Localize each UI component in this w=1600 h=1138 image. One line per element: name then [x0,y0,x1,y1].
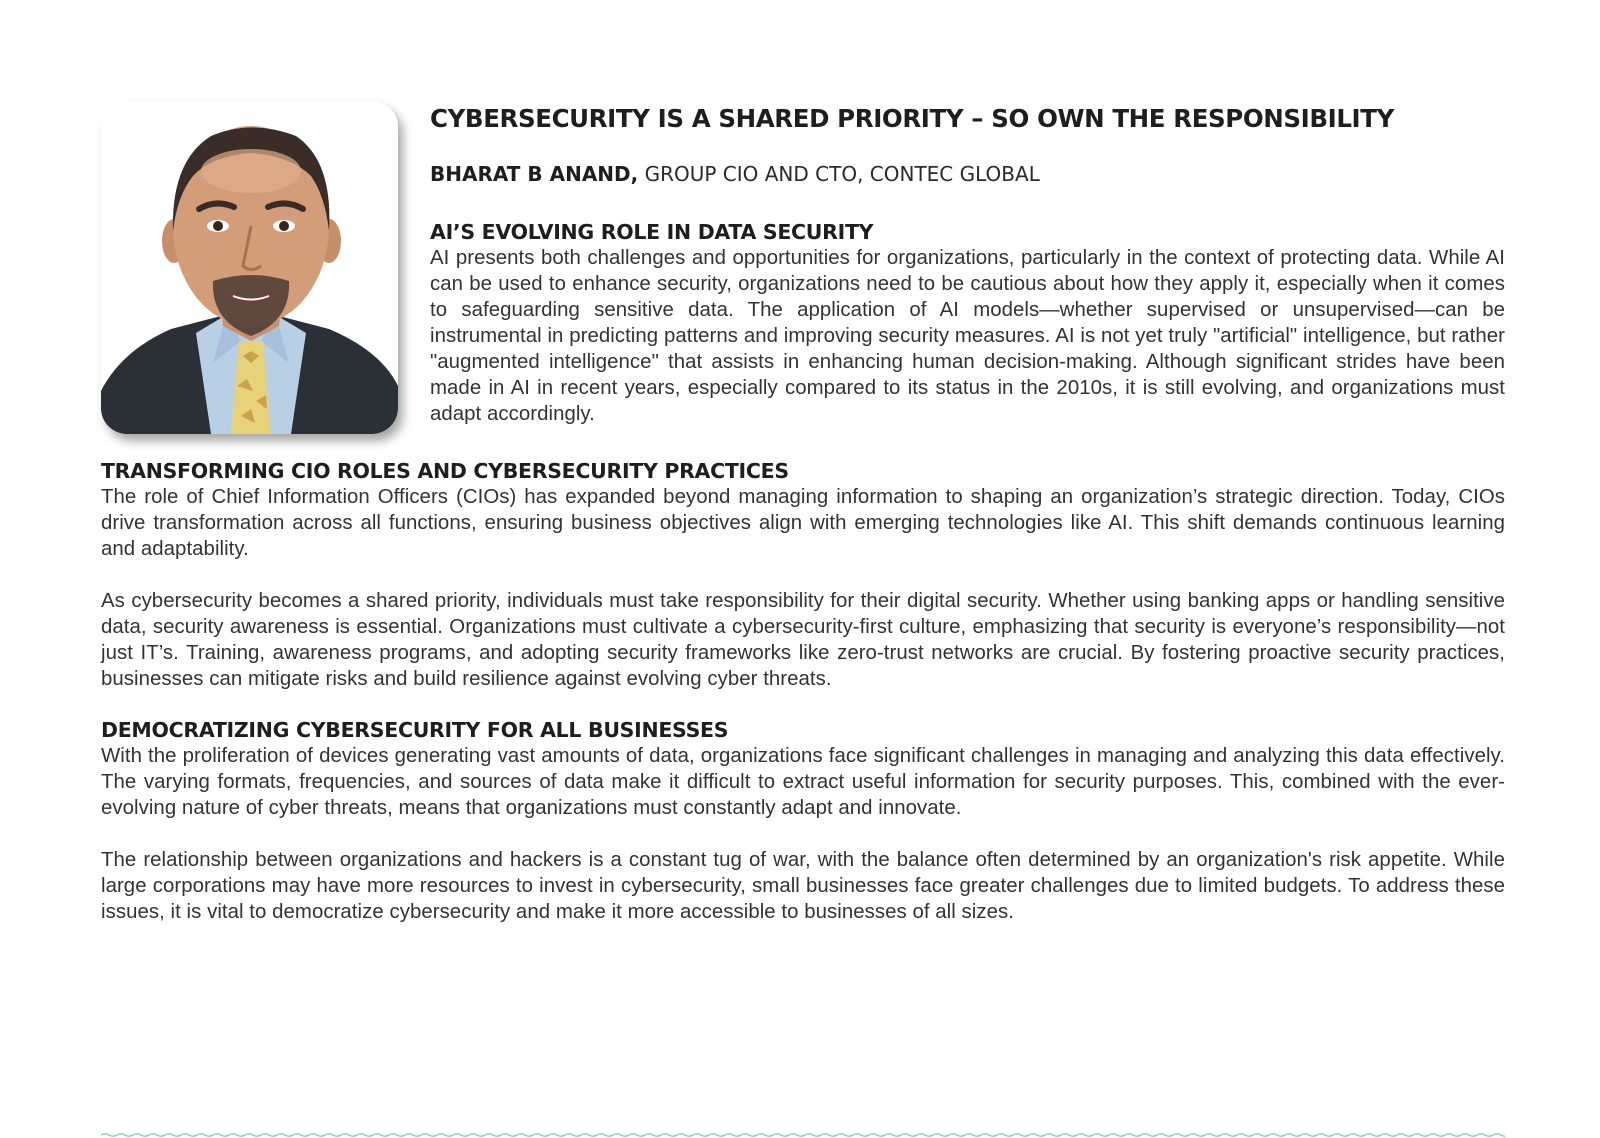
author-byline [430,160,1505,188]
article-title: CYBERSECURITY IS A SHARED PRIORITY – SO OWN THE RESPONSIBILITY [430,104,1394,133]
section-paragraph-cio-2: As cybersecurity becomes a shared priority, individuals must take responsibility for their digital security. Whether using banking apps or handling sensitive data, security awareness is essential. Organizations must cultivate a cybersecurity-first culture, emphasizing that security is everyone’s responsibility—not just IT’s. Training, awareness programs, and adopting security frameworks like zero-trust networks are crucial. By fostering proactive security practices, businesses can mitigate risks and build resilience against evolving cyber threats. [101,590,1505,690]
section-paragraph-ai: AI presents both challenges and opportunities for organizations, particularly in the context of protecting data. While AI can be used to enhance security, organizations need to be cautious about how they apply it, especially when it comes to safeguarding sensitive data. The application of AI models—whether supervised or unsupervised—can be instrumental in predicting patterns and improving security measures. AI is not yet truly "artificial" intelligence, but rather "augmented intelligence" that assists in enhancing human decision-making. Although significant strides have been made in AI in recent years, especially compared to its status in the 2010s, it is still evolving, and organizations must adapt accordingly. [430,247,1505,425]
section-heading-democratizing: DEMOCRATIZING CYBERSECURITY FOR ALL BUSINESSES [101,718,729,742]
author-role: GROUP CIO AND CTO, CONTEC GLOBAL [644,162,1040,186]
footer-wave-divider [101,1132,1505,1138]
section-heading-ai: AI’S EVOLVING ROLE IN DATA SECURITY [430,220,874,244]
section-heading-cio: TRANSFORMING CIO ROLES AND CYBERSECURITY PRACTICES [101,459,789,483]
author-portrait [101,101,398,434]
portrait-illustration [101,101,398,434]
section-ai-role [430,219,1505,427]
section-paragraph-democratizing-2: The relationship between organizations and hackers is a constant tug of war, with the balance often determined by an organization's risk appetite. While large corporations may have more resources to invest in cybersecurity, small businesses face greater challenges due to limited budgets. To address these issues, it is vital to democratize cybersecurity and make it more accessible to businesses of all sizes. [101,849,1505,923]
section-democratizing [101,717,1505,925]
author-name: BHARAT B ANAND, [430,162,639,186]
article-header [430,100,1505,188]
section-cio-roles [101,458,1505,692]
section-paragraph-cio-1: The role of Chief Information Officers (CIOs) has expanded beyond managing information to shaping an organization’s strategic direction. Today, CIOs drive transformation across all functions, ensuring business objectives align with emerging technologies like AI. This shift demands continuous learning and adaptability. [101,486,1505,560]
section-paragraph-democratizing-1: With the proliferation of devices generating vast amounts of data, organizations face significant challenges in managing and analyzing this data effectively. The varying formats, frequencies, and sources of data make it difficult to extract useful information for security purposes. This, combined with the ever-evolving nature of cyber threats, means that organizations must constantly adapt and innovate. [101,745,1505,819]
